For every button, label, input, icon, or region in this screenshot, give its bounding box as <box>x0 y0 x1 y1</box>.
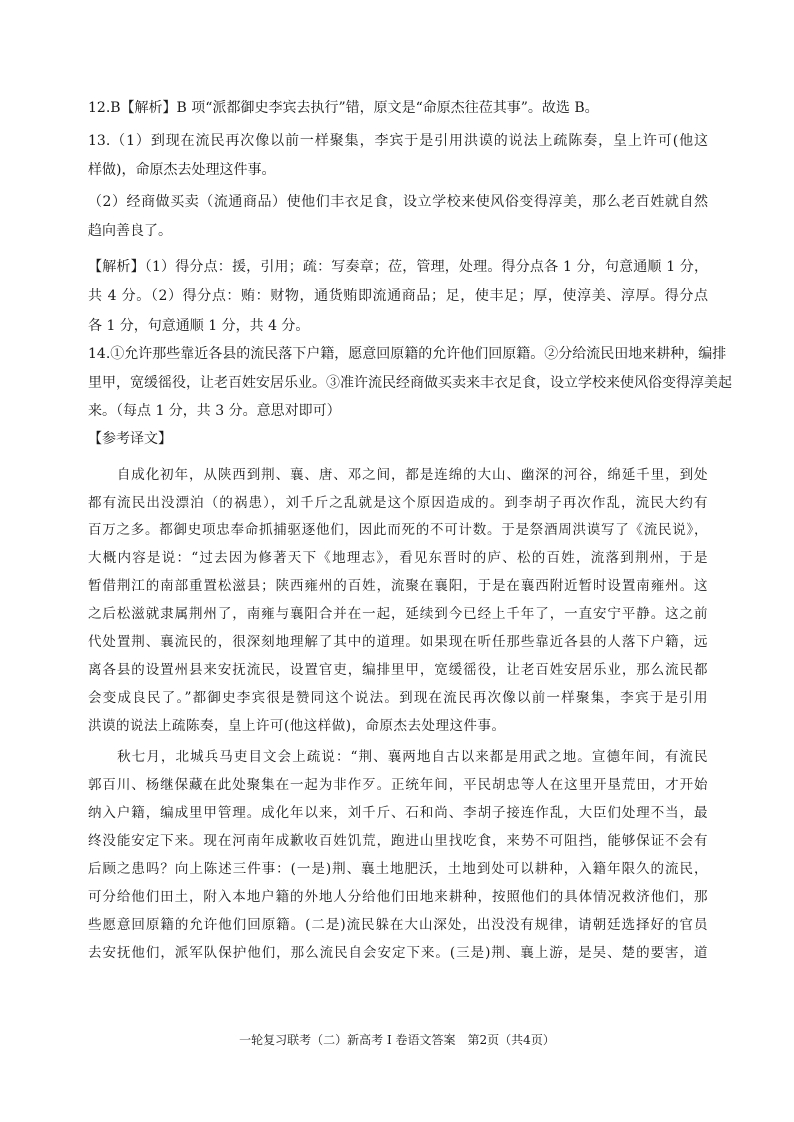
answer-14-line-1: 14.①允许那些靠近各县的流民落下户籍，愿意回原籍的允许他们回原籍。②分给流民田地来耕种，编排 <box>88 346 727 362</box>
translation-line: 郭百川、杨继保藏在此处聚集在一起为非作歹。正统年间，平民胡忠等人在这里开垦荒田，才开始 <box>88 777 708 793</box>
translation-line: 终没能安定下来。现在河南年成歉收百姓饥荒，跑进山里找吃食，来势不可阻挡，能够保证不会有 <box>88 833 708 849</box>
translation-line: 后顾之患吗？向上陈述三件事：(一是)荆、襄土地肥沃，土地到处可以耕种，入籍年限久的流民， <box>88 861 708 877</box>
translation-line: 暂借荆江的南部重置松滋县；陕西雍州的百姓，流聚在襄阳，于是在襄西附近暂时设置南雍州。这 <box>88 578 708 594</box>
translation-line: 自成化初年，从陕西到荆、襄、唐、邓之间，都是连绵的大山、幽深的河谷，绵延千里，到处 <box>88 467 708 483</box>
translation-line: 去安抚他们，派军队保护他们，那么流民自会安定下来。(三是)荆、襄上游，是吴、楚的要害，道 <box>88 945 708 961</box>
translation-line: 百万之多。都御史项忠奉命抓捕驱逐他们，因此而死的不可计数。于是祭酒周洪谟写了《流民说》， <box>88 522 708 538</box>
analysis-line-3: 各 1 分，句意通顺 1 分，共 4 分。 <box>88 318 310 334</box>
answer-13-line-2: 样做)，命原杰去处理这件事。 <box>88 162 276 178</box>
answer-13-line-3: （2）经商做买卖（流通商品）使他们丰衣足食，设立学校来使风俗变得淳美，那么老百姓就自然 <box>88 194 708 210</box>
translation-line: 代处置荆、襄流民的，很深刻地理解了其中的道理。如果现在听任那些靠近各县的人落下户籍，远 <box>88 634 708 650</box>
translation-line: 洪谟的说法上疏陈奏，皇上许可(他这样做)，命原杰去处理这件事。 <box>88 718 506 734</box>
translation-line: 些愿意回原籍的允许他们回原籍。(二是)流民躲在大山深处，出没没有规律，请朝廷选择好的官员 <box>88 917 708 933</box>
answer-13-line-4: 趋向善良了。 <box>88 223 172 239</box>
analysis-line-1: 【解析】（1）得分点：援，引用；疏：写奏章；莅，管理，处理。得分点各 1 分，句意通顺 1 分， <box>88 259 708 275</box>
answer-14-line-3: 来。（每点 1 分，共 3 分。意思对即可） <box>88 403 341 419</box>
translation-line: 纳入户籍，编成里甲管理。成化年以来，刘千斤、石和尚、李胡子接连作乱，大臣们处理不当，最 <box>88 805 708 821</box>
translation-line: 大概内容是说：“过去因为修著天下《地理志》，看见东晋时的庐、松的百姓，流落到荆州，于是 <box>88 550 708 566</box>
translation-line: 都有流民出没漂泊（的祸患），刘千斤之乱就是这个原因造成的。到李胡子再次作乱，流民大约有 <box>88 495 708 511</box>
analysis-line-2: 共 4 分。（2）得分点：贿：财物，通货贿即流通商品；足，使丰足；厚，使淳美、淳厚。得分点 <box>88 288 708 304</box>
translation-line: 之后松滋就隶属荆州了，南雍与襄阳合并在一起，延续到今已经上千年了，一直安宁平静。这之前 <box>88 606 708 622</box>
answer-12-line: 12.B【解析】B 项“派都御史李宾去执行”错，原文是“命原杰往莅其事”。故选 B。 <box>88 100 599 116</box>
translation-line: 会变成良民了。”都御史李宾很是赞同这个说法。到现在流民再次像以前一样聚集，李宾于是引用 <box>88 690 708 706</box>
answer-13-line-1: 13.（1）到现在流民再次像以前一样聚集，李宾于是引用洪谟的说法上疏陈奏，皇上许可(他这 <box>88 133 708 149</box>
reference-translation-heading: 【参考译文】 <box>88 431 172 447</box>
page-footer: 一轮复习联考（二）新高考 I 卷语文答案 第2页（共4页） <box>239 1033 555 1047</box>
translation-line: 秋七月，北城兵马吏目文会上疏说：“荆、襄两地自古以来都是用武之地。宣德年间，有流民 <box>88 749 708 765</box>
translation-line: 离各县的设置州县来安抚流民，设置官吏，编排里甲，宽缓徭役，让老百姓安居乐业，那么流民都 <box>88 662 708 678</box>
answer-14-line-2: 里甲，宽缓徭役，让老百姓安居乐业。③准许流民经商做买卖来丰衣足食，设立学校来使风俗变得淳美起 <box>88 375 732 391</box>
translation-line: 可分给他们田土，附入本地户籍的外地人分给他们田地来耕种，按照他们的具体情况救济他们，那 <box>88 889 708 905</box>
